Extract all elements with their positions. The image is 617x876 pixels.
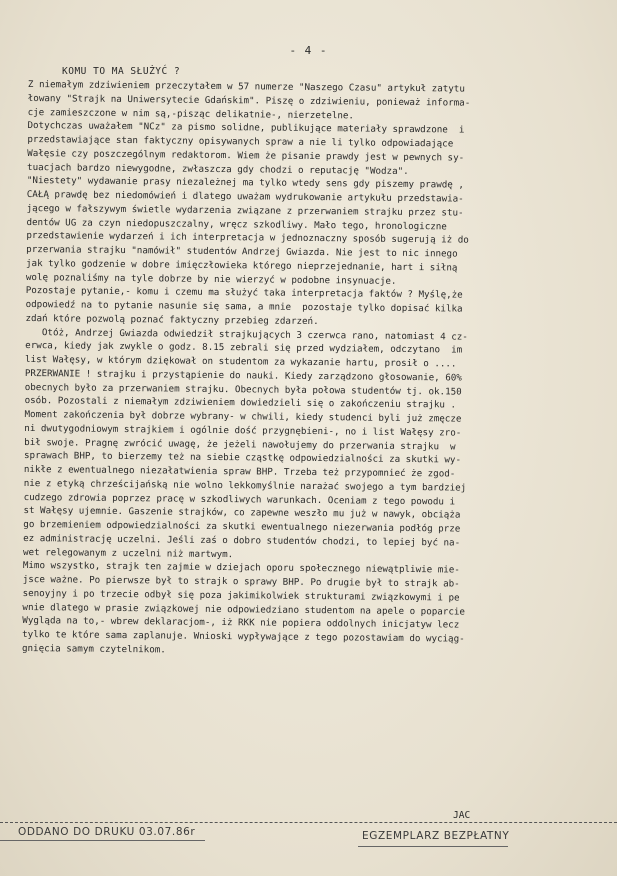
text-line: nikłe z ewentualnego niezałatwienia spraw BHP. Trzeba też przypomnieć że zgod- [23,463,456,480]
text-line: Wygląda na to,- wbrew deklaracjom-, iż RKK nie popiera oddolnych inicjatyw lecz [22,615,460,631]
text-line: "Niestety" wydawanie prasy niezależnej ma tylko wtedy sens gdy piszemy prawdę , [26,175,464,191]
text-line: zdań które pozwolą poznać faktyczny przebieg zdarzeń. [25,312,319,327]
text-line: obecnych było za przerwaniem strajku. Obecnych była połowa studentów tj. ok.150 [24,381,462,398]
text-line: go brzemieniem odpowiedzialności za skutki ewentualnego niezerwania podłóg prze [23,518,461,535]
text-line: CAŁĄ prawdę bez niedomówień i dlatego uważam wydrukowanie artykułu przedstawia- [26,188,464,205]
print-date-note: ODDANO DO DRUKU 03.07.86r [18,826,196,838]
text-line: wolę poznaliśmy na tyle dobrze by nie wierzyć w podobne insynuacje. [25,271,397,287]
free-copy-underline [358,846,508,847]
article-heading: KOMU TO MA SŁUŻYĆ ? [62,66,181,77]
text-line: Otóż, Andrzej Gwiazda odwiedził strajkujących 3 czerwca rano, natomiast 4 cz- [25,326,468,343]
paragraph [23,408,587,565]
text-line: wet relegowanym z uczelni niż martwym. [22,546,234,560]
footer-divider [0,822,617,823]
text-line: st Wałęsy ujemnie. Gaszenie strajków, co zapewne weszło mu już w nawyk, obciąża [23,505,461,521]
print-date-underline [0,840,205,841]
text-line: tuacjach bardzo niewygodne, zwłaszcza gdy chodzi o reputację "Wodza". [27,161,409,177]
text-line: erwca, kiedy jak zwykle o godz. 8.15 zebrali się przed wydziałem, odczytano im [25,340,463,356]
text-line: senoyjny i po trzecie odbył się poza jakimikolwiek strukturami związkowymi i pe [22,587,460,604]
text-line: Moment zakończenia był dobrze wybrany- w chwili, kiedy studenci byli już zmęcze [24,408,462,425]
text-line: list Wałęsy, w którym dziękował on studentom za wykazanie hartu, prosił o .... [24,353,457,370]
page-number: - 4 - [289,44,328,57]
text-line: Wałęsie czy poszczególnym redaktorom. Wiem że pisanie prawdy jest w pewnych sy- [27,147,465,164]
paragraph [26,174,589,290]
text-line: jak tylko godzenie w dobre imięczłowieka którego nieprzejednanie, hart i siłną [26,257,458,274]
text-line: osób. Pozostali z niemałym zdziwieniem dowiedzieli się o zakończeniu strajku . [24,395,457,411]
text-line: bił swoje. Pragnę zwrócić uwagę, że jeżeli nawołujemy do przerwania strajku w [24,436,456,452]
author-signature: JAC [453,810,471,821]
text-line: przedstawiające stan faktyczny opisywanych spraw a nie li tylko odpowiadające [27,133,454,150]
text-line: sprawach BHP, to bierzemy też na siebie cząstkę odpowiedzialności za skutki wy- [23,450,462,466]
paragraph [28,78,590,125]
paragraph [25,325,588,413]
text-line: wnie dlatego w prasie związkowej nie odpowiedziano studentom na apele o poparcie [22,601,466,618]
text-line: gnięcia samym czytelnikom. [21,642,166,656]
paragraph [27,119,590,180]
paragraph [22,559,585,661]
text-line: Z niemałym zdziwieniem przeczytałem w 57 numerze "Naszego Czasu" artykuł zatytu [27,78,465,95]
text-line: PRZERWANIE ! strajku i przystąpienie do nauki. Kiedy zarządzono głosowanie, 60% [24,367,462,384]
text-line: tylko te które sama zaplanuje. Wnioski wypływające z tego pozostawiam do wyciąg- [22,628,465,645]
text-line: ez administrację uczelni. Jeśli zaś o dobro studentów chodzi, to lepiej być na- [23,532,461,549]
free-copy-note: EGZEMPLARZ BEZPŁATNY [362,830,510,842]
text-line: przedstawienie wydarzeń i ich interpretacja w jednoznaczny sposób sugerują iż do [26,230,469,246]
text-line: Pozostaje pytanie,- komu i czemu ma służyć taka interpretacja faktów ? Myślę,że [25,285,463,301]
paragraph [25,284,587,331]
text-line: nie z etyką chrześcijańską nie wolno lekkomyślnie narażać swojego a tym bardziej [23,477,467,494]
text-line: przerwania strajku "namówił" studentów Andrzej Gwiazda. Nie jest to nic innego [26,243,458,260]
text-line: łowany "Strajk na Uniwersytecie Gdańskim". Piszę o zdziwieniu, ponieważ informa- [27,92,471,109]
text-line: ni dwutygodniowym strajkiem i ogólnie dość przygnębieni-, no i list Wałęsy zro- [24,422,462,439]
text-line: cudzego zdrowia poprzez pracę w szkodliwych warunkach. Oceniam z tego powodu i [23,491,456,507]
text-line: odpowiedź na to pytanie nasunie się sama, a mnie pozostaje tylko dopisać kilka [25,298,463,315]
text-line: cje zamieszczone w nim są,-pisząc delikatnie-, nierzetelne. [27,106,355,121]
text-line: jącego w fałszywym świetle wydarzenia związane z przerwaniem strajku przez stu- [26,202,464,219]
text-line: Mimo wszystko, strajk ten zajmie w dziejach oporu społecznego niewątpliwie mie- [22,560,460,576]
text-line: Dotychczas uważałem "NCz" za pismo solidne, publikujące materiały sprawdzone i [27,120,465,136]
article-body [22,78,590,661]
text-line: jsce ważne. Po pierwsze był to strajk o sprawy BHP. Po drugie był to strajk ab- [22,573,460,590]
text-line: dentów UG za czyn niedopuszczalny, wręcz szkodliwy. Mało tego, hronologiczne [26,216,447,232]
